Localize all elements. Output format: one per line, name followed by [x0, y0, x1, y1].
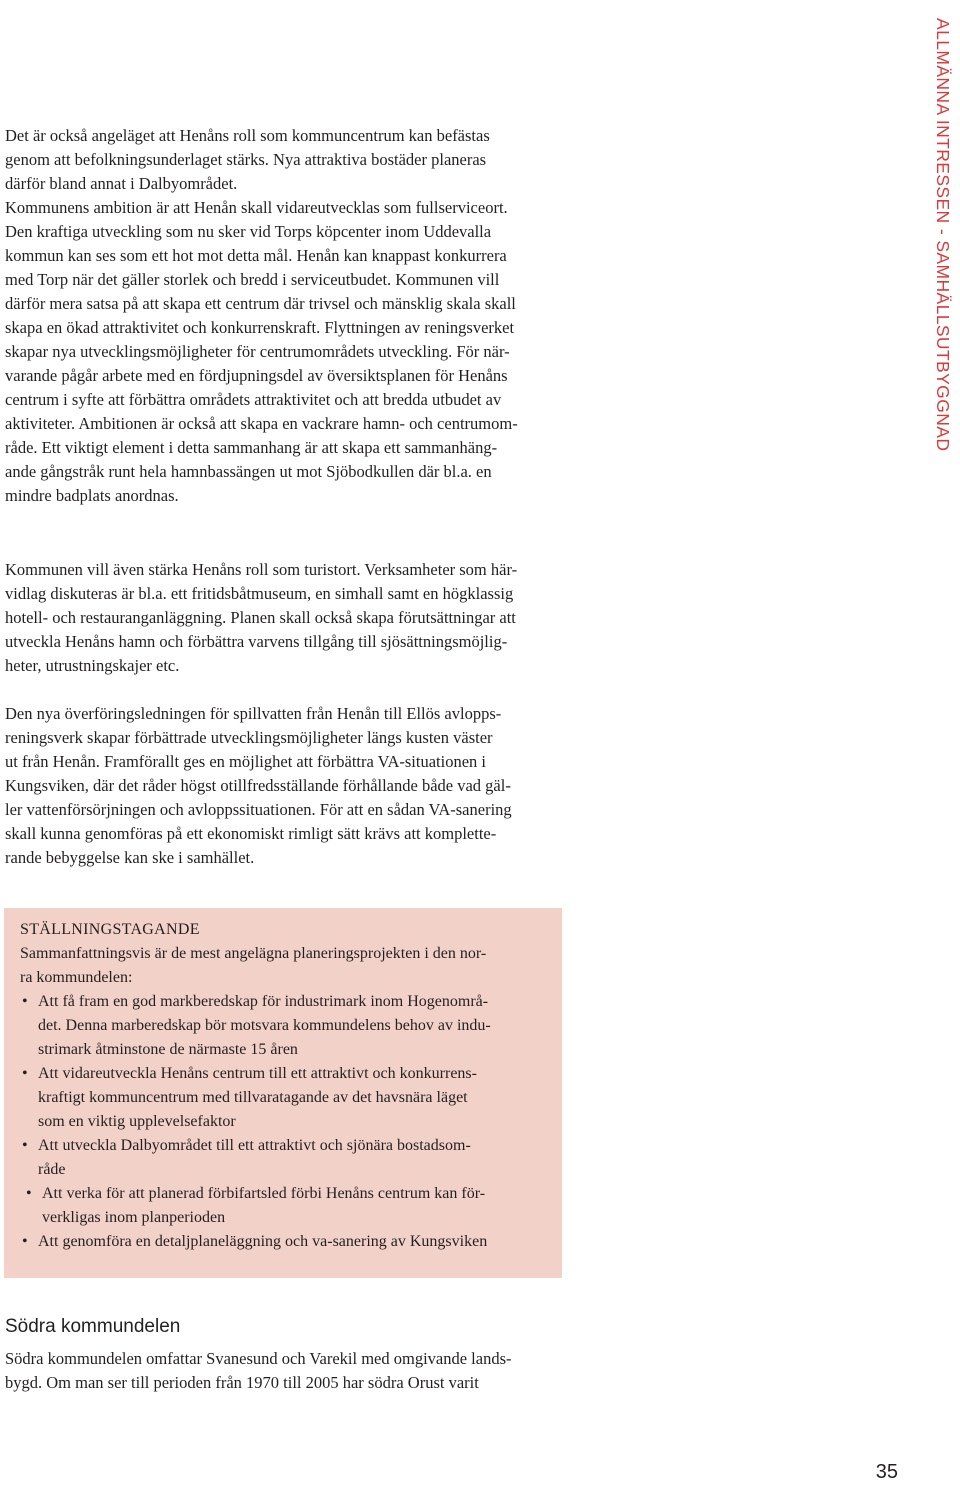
bullet-item: [20, 990, 548, 1062]
text-line: utveckla Henåns hamn och förbättra varvens tillgång till sjösättningsmöjlig-: [5, 632, 508, 651]
bullet-dot: •: [26, 1185, 32, 1202]
text-line: rande bebyggelse kan ske i samhället.: [5, 848, 255, 867]
bullet-line: Att vidareutveckla Henåns centrum till ett attraktivt och konkurrens-: [38, 1065, 477, 1082]
text-line: varande pågår arbete med en fördjupningsdel av översiktsplanen för Henåns: [5, 366, 508, 385]
bullet-line: kraftigt kommuncentrum med tillvaratagande av det havsnära läget: [38, 1089, 468, 1106]
sidebar-section-title: ALLMÄNNA INTRESSEN - SAMHÄLLSUTBYGGNAD: [933, 18, 953, 452]
bullet-dot: •: [22, 1137, 28, 1154]
bullet-line: Att utveckla Dalbyområdet till ett attraktivt och sjönära bostadsom-: [38, 1137, 471, 1154]
page-number: 35: [875, 1461, 898, 1483]
text-line: genom att befolkningsunderlaget stärks. Nya attraktiva bostäder planeras: [5, 150, 487, 169]
text-line: kommun kan ses som ett hot mot detta mål. Henån kan knappast konkurrera: [5, 246, 507, 265]
text-line: ande gångstråk runt hela hamnbassängen ut mot Sjöbodkullen där bl.a. en: [5, 462, 492, 481]
text-line: Kommunens ambition är att Henån skall vidareutvecklas som fullserviceort.: [5, 198, 508, 217]
bullet-item: [20, 1134, 548, 1182]
paragraph-fullservice-ambition: [5, 196, 562, 508]
text-line: ut från Henån. Framförallt ges en möjlighet att förbättra VA-situationen i: [5, 752, 486, 771]
bullet-dot: •: [22, 1065, 28, 1082]
text-line: därför bland annat i Dalbyområdet.: [5, 174, 238, 193]
text-line: skapa en ökad attraktivitet och konkurrenskraft. Flyttningen av reningsverket: [5, 318, 515, 337]
section-heading: Södra kommundelen: [5, 1316, 181, 1337]
text-line: centrum i syfte att förbättra områdets attraktivitet och att bredda utbudet av: [5, 390, 502, 409]
paragraph-wastewater: [5, 702, 562, 870]
bullet-item: [20, 1182, 548, 1230]
text-line: Det är också angeläget att Henåns roll som kommuncentrum kan befästas: [5, 126, 490, 145]
paragraph-southern-district: [5, 1347, 562, 1395]
text-line: Södra kommundelen omfattar Svanesund och Varekil med omgivande lands-: [5, 1349, 512, 1368]
bullet-item: [20, 1230, 548, 1254]
paragraph-henan-role: [5, 124, 562, 196]
bullet-dot: •: [22, 993, 28, 1010]
bullet-line: råde: [38, 1161, 66, 1178]
text-line: Den nya överföringsledningen för spillvatten från Henån till Ellös avlopps-: [5, 704, 502, 723]
text-line: vidlag diskuteras är bl.a. ett fritidsbåtmuseum, en simhall samt en högklassig: [5, 584, 514, 603]
text-line: aktiviteter. Ambitionen är också att skapa en vackrare hamn- och centrumom-: [5, 414, 518, 433]
text-line: bygd. Om man ser till perioden från 1970 till 2005 har södra Orust varit: [5, 1373, 479, 1392]
text-line: skall kunna genomföras på ett ekonomiskt rimligt sätt krävs att komplette-: [5, 824, 497, 843]
text-line: råde. Ett viktigt element i detta sammanhang är att skapa ett sammanhäng-: [5, 438, 498, 457]
text-line: därför mera satsa på att skapa ett centrum där trivsel och mänsklig skala skall: [5, 294, 516, 313]
bullet-line: strimark åtminstone de närmaste 15 åren: [38, 1041, 298, 1058]
stallningstagande-box: [4, 908, 562, 1278]
bullet-item: [20, 1062, 548, 1134]
text-line: med Torp när det gäller storlek och bredd i serviceutbudet. Kommunen vill: [5, 270, 500, 289]
callout-intro-line: ra kommundelen:: [20, 969, 133, 986]
bullet-line: det. Denna marberedskap bör motsvara kommundelens behov av indu-: [38, 1017, 491, 1034]
text-line: hotell- och restauranganläggning. Planen skall också skapa förutsättningar att: [5, 608, 516, 627]
text-line: Den kraftiga utveckling som nu sker vid Torps köpcenter inom Uddevalla: [5, 222, 492, 241]
callout-title: STÄLLNINGSTAGANDE: [20, 921, 200, 938]
bullet-line: Att få fram en god markberedskap för industrimark inom Hogenområ-: [38, 993, 489, 1010]
paragraph-tourism: [5, 558, 562, 678]
text-line: heter, utrustningskajer etc.: [5, 656, 180, 675]
bullet-dot: •: [22, 1233, 28, 1250]
text-line: reningsverk skapar förbättrade utvecklingsmöjligheter längs kusten väster: [5, 728, 493, 747]
text-line: ler vattenförsörjningen och avloppssituationen. För att en sådan VA-sanering: [5, 800, 512, 819]
text-line: mindre badplats anordnas.: [5, 486, 179, 505]
bullet-line: som en viktig upplevelsefaktor: [38, 1113, 236, 1130]
bullet-line: verkligas inom planperioden: [42, 1209, 226, 1226]
bullet-line: Att genomföra en detaljplaneläggning och va-sanering av Kungsviken: [38, 1233, 488, 1250]
callout-intro-line: Sammanfattningsvis är de mest angelägna planeringsprojekten i den nor-: [20, 945, 487, 962]
bullet-line: Att verka för att planerad förbifartsled förbi Henåns centrum kan för-: [42, 1185, 486, 1202]
text-line: skapar nya utvecklingsmöjligheter för centrumområdets utveckling. För när-: [5, 342, 510, 361]
text-line: Kungsviken, där det råder högst otillfredsställande förhållande både vad gäl-: [5, 776, 511, 795]
text-line: Kommunen vill även stärka Henåns roll som turistort. Verksamheter som här-: [5, 560, 518, 579]
